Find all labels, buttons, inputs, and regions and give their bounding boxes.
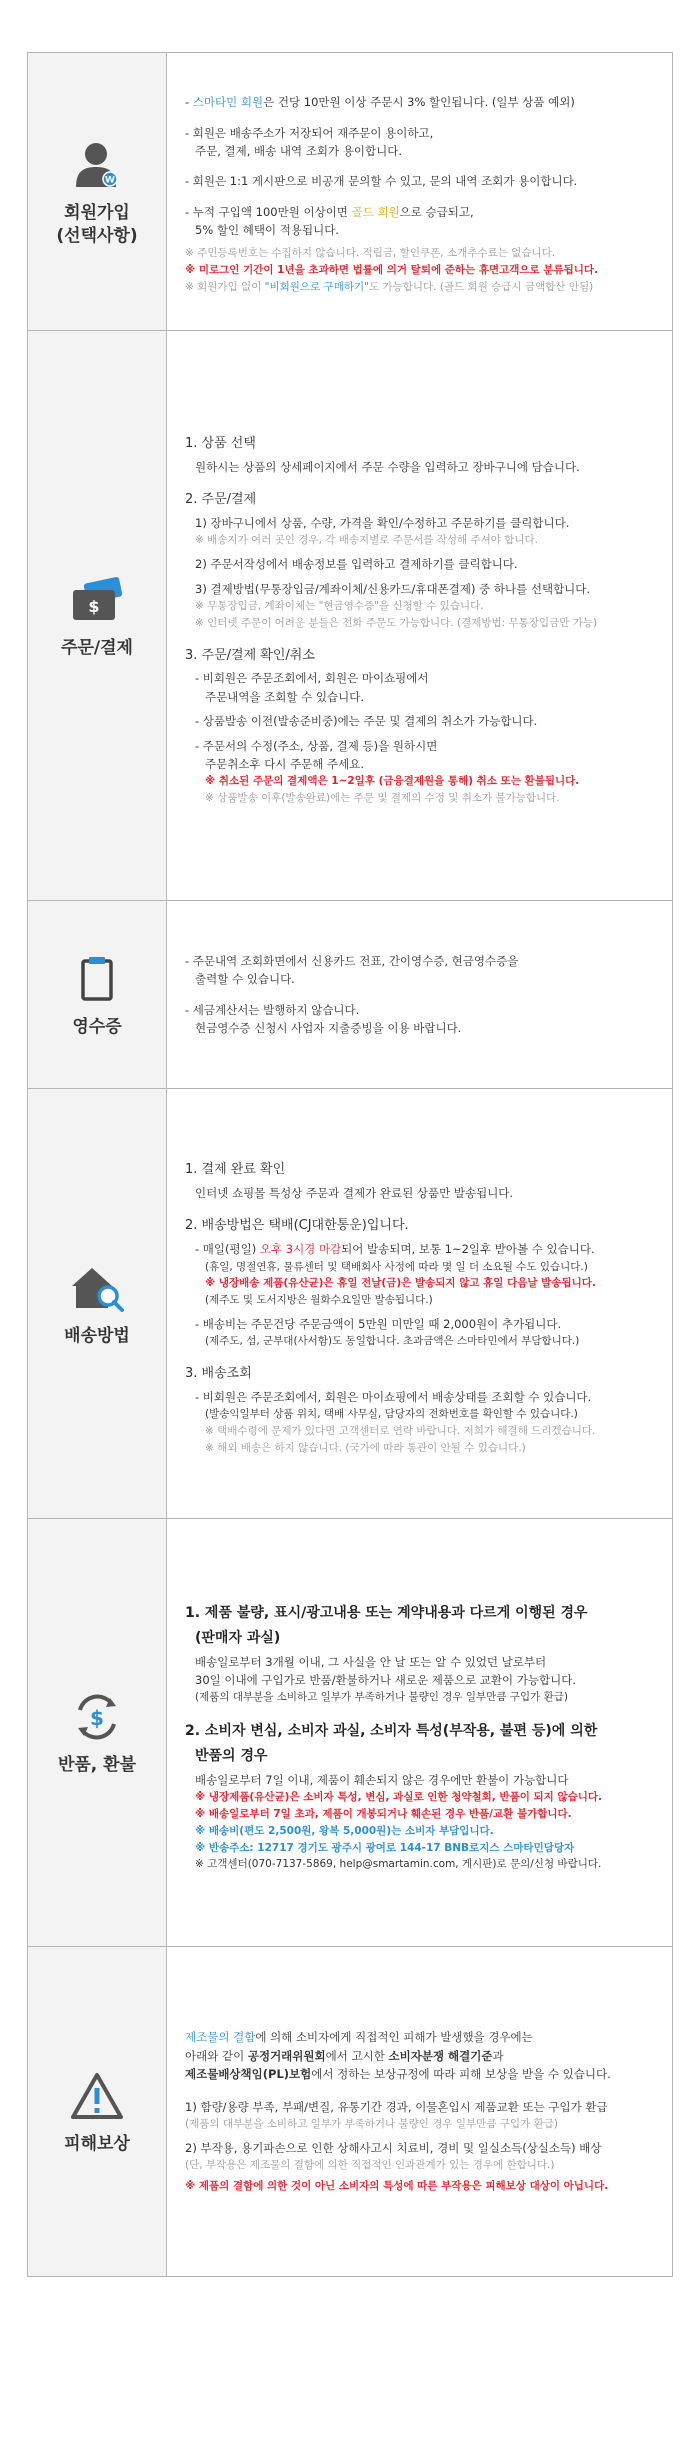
section-member: [27, 53, 673, 331]
member-line-board: - 회원은 1:1 게시판으로 비공개 문의할 수 있고, 문의 내역 조회가 용이합니다.: [185, 174, 578, 189]
card-payment-icon: [68, 571, 126, 629]
info-table: [27, 52, 673, 2277]
note: ※ 주민등록번호는 수집하지 않습니다. 적립금, 할인쿠폰, 소개추수료는 없습니다.: [185, 247, 556, 260]
house-search-icon: [68, 1259, 126, 1317]
section-title: 배송방법: [64, 1326, 130, 1347]
section-label: [27, 901, 167, 1088]
section-content: [167, 53, 673, 330]
section-label: [27, 331, 167, 900]
section-content: 제조물의 결함에 의해 소비자에게 직접적인 피해가 발생했을 경우에는 아래와 같이 공정거래위원회에서 고시한 소비자분쟁 해결기준과 제조물배상책임(PL)보험에서 정하는 보상규정에 따라 피해 보상을 받을 수 있습니다. 1) 함량/용량 부족, 부패/변질, 유통기간 경과, 이물혼입시 제품교환 또는 구입가 환급 (제품의 대부분을 소비하고 일부가 부족하거나 불량인 경우 일부만큼 구입가 환급) 2) 부작용, 용기파손으로 인한 상해사고시 치료비, 경비 및 일실소득(상실소득) 배상 (단, 부작용은 제조물의 결함에 의한 직접적인 인과관계가 있는 경우에 한합니다.) ※ 제품의 결함에 의한 것이 아닌 소비자의 특성에 따른 부작용은 피해보상 대상이 아닙니다.: [167, 1947, 673, 2276]
refund-dollar-icon: [68, 1688, 126, 1746]
member-line-gold: - 누적 구입액 100만원 이상이면 골드 회원으로 승급되고, 5% 할인 혜택이 적용됩니다.: [185, 204, 474, 238]
section-subtitle: (선택사항): [56, 225, 138, 246]
section-content: 1. 제품 불량, 표시/광고내용 또는 계약내용과 다르게 이행된 경우 (판매자 과실) 배송일로부터 3개월 이내, 그 사실을 안 날 또는 알 수 있었던 날로부터 30일 이내에 구입가로 반품/환불하거나 새로운 제품으로 교환이 가능합니다. (제품의 대부분을 소비하고 일부가 부족하거나 불량인 경우 일부만큼 구입가 환급) 2. 소비자 변심, 소비자 과실, 소비자 특성(부작용, 불편 등)에 의한 반품의 경우 배송일로부터 7일 이내, 제품이 훼손되지 않은 경우에만 환불이 가능합니다 ※ 냉장제품(유산균)은 소비자 특성, 변심, 과실로 인한 청약철회, 반품이 되지 않습니다. ※ 배송일로부터 7일 초과, 제품이 개봉되거나 훼손된 경우 반품/교환 불가합니다. ※ 배송비(편도 2,500원, 왕복 5,000원)는 소비자 부담입니다. ※ 반송주소: 12717 경기도 광주시 광여로 144-17 BNB로지스 스마타민담당자 ※ 고객센터(070-7137-5869, help@smartamin.com, 게시판)로 문의/신청 바랍니다.: [167, 1519, 673, 1946]
section-title: 피해보상: [64, 2134, 130, 2155]
section-title: 주문/결제: [61, 638, 133, 659]
section-damage: [27, 1947, 673, 2277]
section-content: 1. 상품 선택 원하시는 상품의 상세페이지에서 주문 수량을 입력하고 장바구니에 담습니다. 2. 주문/결제 1) 장바구니에서 상품, 수량, 가격을 확인/수정하고 주문하기를 클릭합니다. ※ 배송지가 여러 곳인 경우, 각 배송지별로 주문서를 작성해 주셔야 합니다. 2) 주문서작성에서 배송정보를 입력하고 결제하기를 클릭합니다. 3) 결제방법(무통장입금/계좌이체/신용카드/휴대폰결제) 중 하나를 선택합니다. ※ 무통장입금, 계좌이체는 "현금영수증"을 신청할 수 있습니다. ※ 인터넷 주문이 어려운 분들은 전화 주문도 가능합니다. (결제방법: 무통장입금만 가능) 3. 주문/결제 확인/취소 - 비회원은 주문조회에서, 회원은 마이쇼핑에서 주문내역을 조회할 수 있습니다. - 상품발송 이전(발송준비중)에는 주문 및 결제의 취소가 가능합니다. - 주문서의 수정(주소, 상품, 결제 등)을 원하시면 주문취소후 다시 주문해 주세요. ※ 취소된 주문의 결제액은 1~2일후 (금융결제원을 통해) 취소 또는 환불됩니다. ※ 상품발송 이후(발송완료)에는 주문 및 결제의 수정 및 취소가 불가능합니다.: [167, 331, 673, 900]
svg-text:$: $: [90, 1706, 104, 1731]
order-step-heading: 1. 상품 선택: [185, 436, 256, 452]
note-warning: ※ 취소된 주문의 결제액은 1~2일후 (금융결제원을 통해) 취소 또는 환불됩니다.: [205, 775, 580, 788]
member-line-address: - 회원은 배송주소가 저장되어 재주문이 용이하고, 주문, 결제, 배송 내역 조회가 용이합니다.: [185, 125, 434, 158]
section-label: [27, 53, 167, 330]
section-title: 영수증: [72, 1017, 122, 1038]
section-content: - 주문내역 조회화면에서 신용카드 전표, 간이영수증, 현금영수증을 출력할 수 있습니다. - 세금계산서는 발행하지 않습니다. 현금영수증 신청시 사업자 지출증빙을 이용 바랍니다.: [167, 901, 673, 1088]
order-step-heading: 2. 주문/결제: [185, 492, 257, 508]
section-title: 반품, 환불: [57, 1755, 137, 1776]
section-delivery: [27, 1089, 673, 1519]
member-highlight: 스마타민 회원: [192, 95, 264, 110]
section-refund: [27, 1519, 673, 1947]
section-label: [27, 1089, 167, 1518]
section-receipt: [27, 901, 673, 1089]
order-step-heading: 3. 주문/결제 확인/취소: [185, 647, 315, 663]
warning-icon: [68, 2067, 126, 2125]
section-order: [27, 331, 673, 901]
receipt-icon: [68, 950, 126, 1008]
note-warning: ※ 미로그인 기간이 1년을 초과하면 법률에 의거 탈퇴에 준하는 휴면고객으로 분류됩니다.: [185, 264, 599, 277]
note: ※ 회원가입 없이 "비회원으로 구매하기"도 가능합니다. (골드 회원 승급시 금액합산 안됨): [185, 281, 594, 294]
section-label: [27, 1519, 167, 1946]
person-icon: [68, 136, 126, 194]
section-label: [27, 1947, 167, 2276]
svg-text:W: W: [105, 175, 115, 186]
section-title: 회원가입: [64, 202, 130, 223]
gold-highlight: 골드 회원: [351, 204, 400, 219]
member-line-discount: - 스마타민 회원은 건당 10만원 이상 주문시 3% 할인됩니다. (일부 상품 예외): [185, 95, 575, 110]
section-content: 1. 결제 완료 확인 인터넷 쇼핑몰 특성상 주문과 결제가 완료된 상품만 발송됩니다. 2. 배송방법은 택배(CJ대한통운)입니다. - 매일(평일) 오후 3시경 마감되어 발송되며, 보통 1~2일후 받아볼 수 있습니다. (휴일, 명절연휴, 물류센터 및 택배회사 사정에 따라 몇 일 더 소요될 수도 있습니다.) ※ 냉장배송 제품(유산균)은 휴일 전날(금)은 발송되지 않고 휴일 다음날 발송됩니다. (제주도 및 도서지방은 월화수요일만 발송됩니다.) - 배송비는 주문건당 주문금액이 5만원 미만일 때 2,000원이 추가됩니다. (제주도, 섬, 군부대(사서함)도 동일합니다. 초과금액은 스마타민에서 부담합니다.) 3. 배송조회 - 비회원은 주문조회에서, 회원은 마이쇼핑에서 배송상태를 조회할 수 있습니다. (발송익일부터 상품 위치, 택배 사무실, 담당자의 전화번호를 확인할 수 있습니다.) ※ 택배수령에 문제가 있다면 고객센터로 연락 바랍니다. 저희가 해결해 드리겠습니다. ※ 해외 배송은 하지 않습니다. (국가에 따라 통관이 안될 수 있습니다.): [167, 1089, 673, 1518]
svg-text:$: $: [88, 597, 100, 617]
